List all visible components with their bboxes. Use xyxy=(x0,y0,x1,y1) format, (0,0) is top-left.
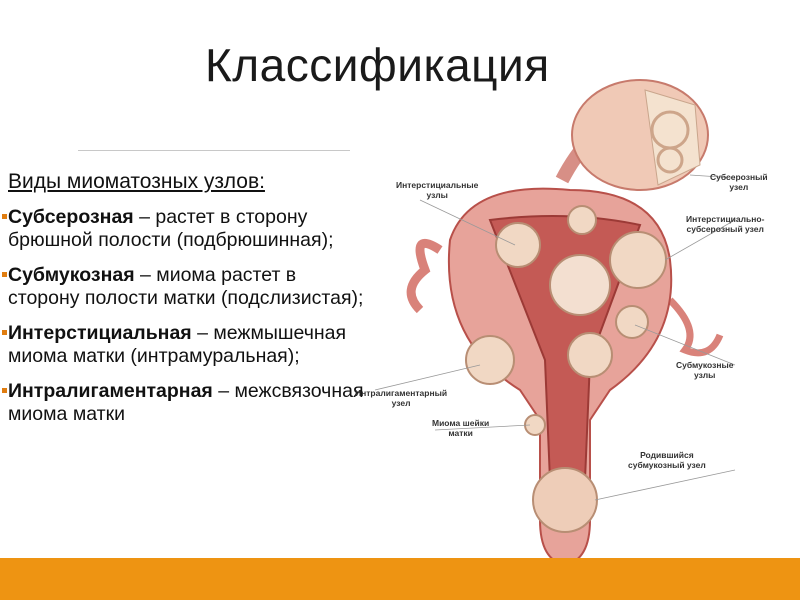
slide-title: Классификация xyxy=(205,39,550,91)
dash: – xyxy=(133,206,156,228)
label-interstitial: Интерстициальные узлы xyxy=(396,180,479,200)
desc-submucous: миома растет в сторону полости матки (подслизистая); xyxy=(8,264,364,309)
dash: – xyxy=(134,264,157,286)
label-intraligamentary: Интралигаментарный узел xyxy=(355,388,448,408)
uterus-myoma-illustration xyxy=(340,60,800,580)
dash: – xyxy=(212,380,235,402)
footer-accent-bar xyxy=(0,558,800,600)
label-born-submucous: Родившийся субмукозный узел xyxy=(628,450,706,470)
list-item-intraligamentary xyxy=(8,380,368,426)
term-subserous: Субсерозная xyxy=(8,206,134,228)
desc-subserous: растет в сторону брюшной полости (подбрюшинная); xyxy=(8,206,334,251)
list-item-submucous xyxy=(8,264,368,310)
title-divider xyxy=(78,150,350,151)
label-interstitial-subserous: Интерстициально- субсерозный узел xyxy=(686,214,765,234)
term-submucous: Субмукозная xyxy=(8,264,135,286)
bullet-icon xyxy=(2,330,7,335)
desc-intraligamentary: межсвязочная миома матки xyxy=(8,380,364,425)
term-interstitial: Интерстициальная xyxy=(8,322,192,344)
bullet-icon xyxy=(2,214,7,219)
term-intraligamentary: Интралигаментарная xyxy=(8,380,213,402)
label-subserous: Субсерозный узел xyxy=(710,172,768,192)
classification-list xyxy=(8,170,368,438)
desc-interstitial: межмышечная миома матки (интрамуральная); xyxy=(8,322,347,367)
list-item-interstitial xyxy=(8,322,368,368)
bullet-icon xyxy=(2,272,7,277)
bullet-icon xyxy=(2,388,7,393)
label-cervical: Миома шейки матки xyxy=(432,418,490,438)
list-item-subserous xyxy=(8,206,368,252)
dash: – xyxy=(191,322,214,344)
label-submucous: Субмукозные узлы xyxy=(676,360,734,380)
list-heading: Виды миоматозных узлов: xyxy=(8,170,265,193)
